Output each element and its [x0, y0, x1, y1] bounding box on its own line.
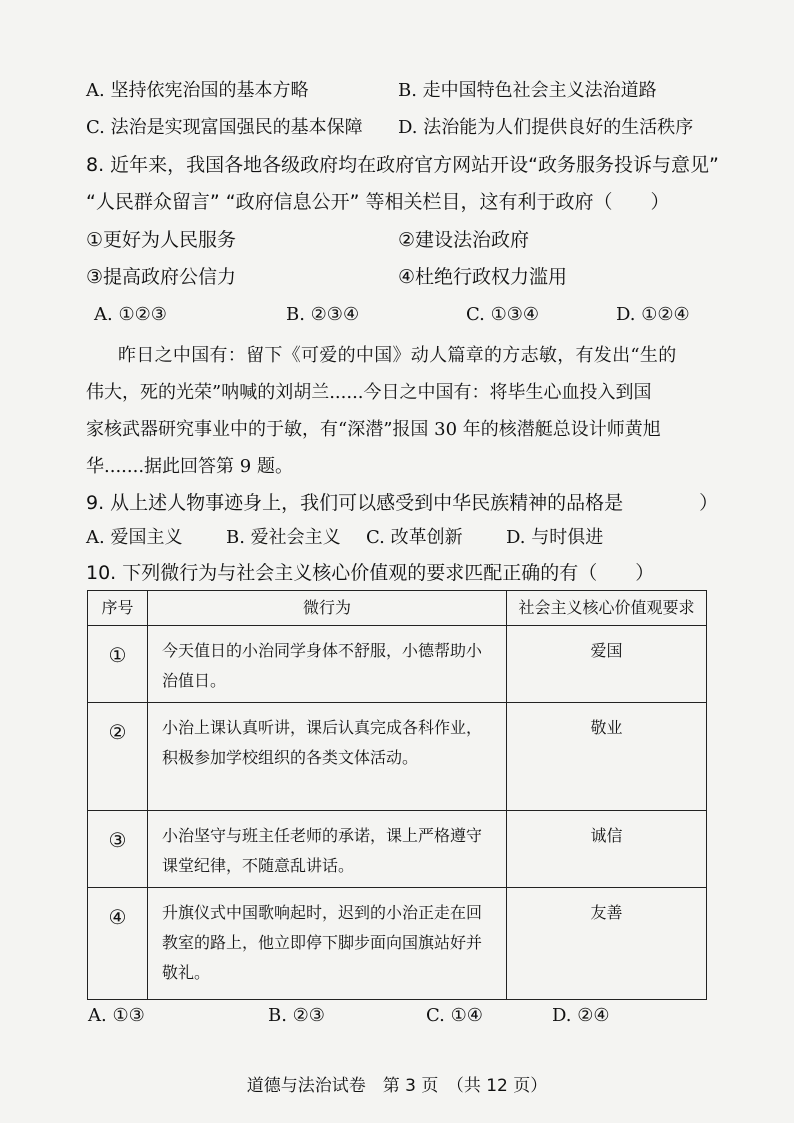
q10-table [87, 590, 707, 1000]
passage-line-3: 家核武器研究事业中的于敏，有“深潜”报国 30 年的核潜艇总设计师黄旭 [86, 419, 661, 440]
q8-item-3: ③提高政府公信力 [86, 266, 237, 288]
table-row [88, 888, 707, 1000]
row-value: 诚信 [507, 811, 707, 888]
q7-option-b: B. 走中国特色社会主义法治道路 [398, 80, 657, 101]
q8-item-4: ④杜绝行政权力滥用 [398, 266, 568, 288]
table-row [88, 703, 707, 811]
q8-choice-a: A. ①②③ [94, 304, 167, 325]
q10-choice-c: C. ①④ [426, 1005, 483, 1026]
header-action: 微行为 [148, 591, 507, 626]
header-value: 社会主义核心价值观要求 [507, 591, 707, 626]
row-number: ① [88, 626, 148, 703]
q9-choice-a: A. 爱国主义 [86, 527, 183, 548]
row-action: 小治坚守与班主任老师的承诺，课上严格遵守课堂纪律，不随意乱讲话。 [148, 811, 507, 888]
passage-line-1: 昨日之中国有：留下《可爱的中国》动人篇章的方志敏，有发出“生的 [118, 345, 677, 366]
q10-choice-a: A. ①③ [88, 1005, 145, 1026]
q8-choice-b: B. ②③④ [286, 304, 360, 325]
q7-option-a: A. 坚持依宪治国的基本方略 [86, 80, 309, 101]
table-row [88, 626, 707, 703]
page-footer: 道德与法治试卷 第 3 页 （共 12 页） [246, 1076, 548, 1096]
q7-option-d: D. 法治能为人们提供良好的生活秩序 [398, 117, 694, 138]
q10-choice-b: B. ②③ [268, 1005, 325, 1026]
row-value: 友善 [507, 888, 707, 1000]
table-header-row [88, 591, 707, 626]
q8-stem-line1: 8. 近年来，我国各地各级政府均在政府官方网站开设“政务服务投诉与意见” [86, 154, 719, 176]
q8-item-1: ①更好为人民服务 [86, 229, 237, 251]
q9-choice-c: C. 改革创新 [366, 527, 463, 548]
row-action: 升旗仪式中国歌响起时，迟到的小治正走在回教室的路上，他立即停下脚步面向国旗站好并敬礼。 [148, 888, 507, 1000]
passage-line-2: 伟大，死的光荣”呐喊的刘胡兰......今日之中国有：将毕生心血投入到国 [86, 382, 652, 403]
q8-stem-line2: “人民群众留言” “政府信息公开” 等相关栏目，这有利于政府（ ） [86, 191, 670, 213]
row-action: 小治上课认真听讲，课后认真完成各科作业，积极参加学校组织的各类文体活动。 [148, 703, 507, 811]
row-action: 今天值日的小治同学身体不舒服，小德帮助小治值日。 [148, 626, 507, 703]
table-row [88, 811, 707, 888]
q7-option-c: C. 法治是实现富国强民的基本保障 [86, 117, 363, 138]
q8-item-2: ②建设法治政府 [398, 229, 530, 251]
q8-choice-c: C. ①③④ [466, 304, 539, 325]
row-number: ④ [88, 888, 148, 1000]
q9-stem: 9. 从上述人物事迹身上，我们可以感受到中华民族精神的品格是 ） [86, 492, 719, 514]
passage-line-4: 华.......据此回答第 9 题。 [86, 456, 293, 477]
header-number: 序号 [88, 591, 148, 626]
q8-choice-d: D. ①②④ [616, 304, 690, 325]
q10-stem: 10. 下列微行为与社会主义核心价值观的要求匹配正确的有（ ） [86, 562, 655, 584]
row-value: 爱国 [507, 626, 707, 703]
q9-choice-b: B. 爱社会主义 [226, 527, 341, 548]
q9-choice-d: D. 与时俱进 [506, 527, 604, 548]
row-value: 敬业 [507, 703, 707, 811]
q10-choice-d: D. ②④ [552, 1005, 610, 1026]
row-number: ② [88, 703, 148, 811]
row-number: ③ [88, 811, 148, 888]
